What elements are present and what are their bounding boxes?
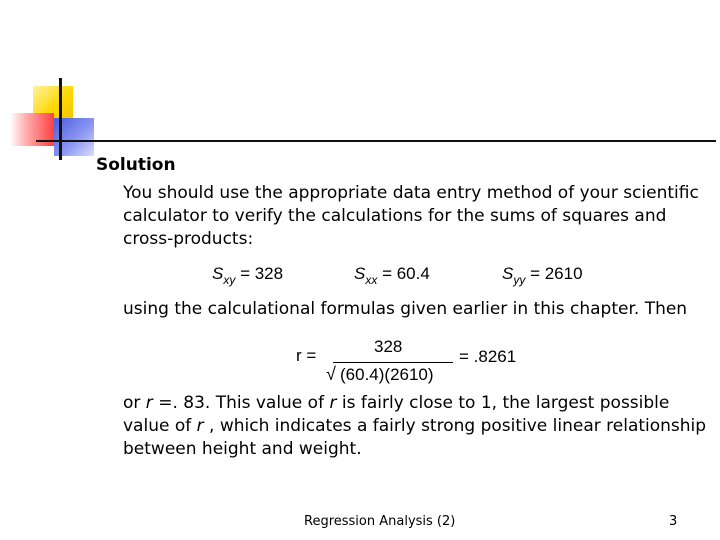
paragraph-intro: You should use the appropriate data entry method of your scientific calculator to verify the calculations for the sums of squares and cross-products: (123, 183, 699, 249)
page-number: 3 (669, 514, 678, 529)
equation-syy: $S_{yy} = 2610$ (502, 264, 583, 287)
radical-sign: √ (326, 364, 336, 384)
fraction-result: = .8261 (459, 347, 517, 366)
equation-r-lhs: r = (296, 346, 317, 365)
footer-title: Regression Analysis (2) (304, 514, 456, 529)
title-divider (36, 140, 716, 142)
fraction-denominator: (60.4)(2610) (340, 365, 434, 384)
equation-sxy: $S_{xy} = 328$ (212, 264, 284, 287)
equation-sxx: $S_{xx} = 60.4$ (354, 264, 430, 287)
fraction-numerator: 328 (374, 337, 403, 356)
paragraph-conclusion: or r =. 83. This value of r is fairly close to 1, the largest possible value of r , which indicates a fairly strong positive linear relationship between height and weight. (123, 393, 707, 459)
fraction-bar (333, 362, 453, 363)
slide-heading: Solution (96, 155, 176, 175)
paragraph-formulas: using the calculational formulas given earlier in this chapter. Then (123, 299, 688, 319)
decor-vertical-rule (59, 78, 62, 160)
